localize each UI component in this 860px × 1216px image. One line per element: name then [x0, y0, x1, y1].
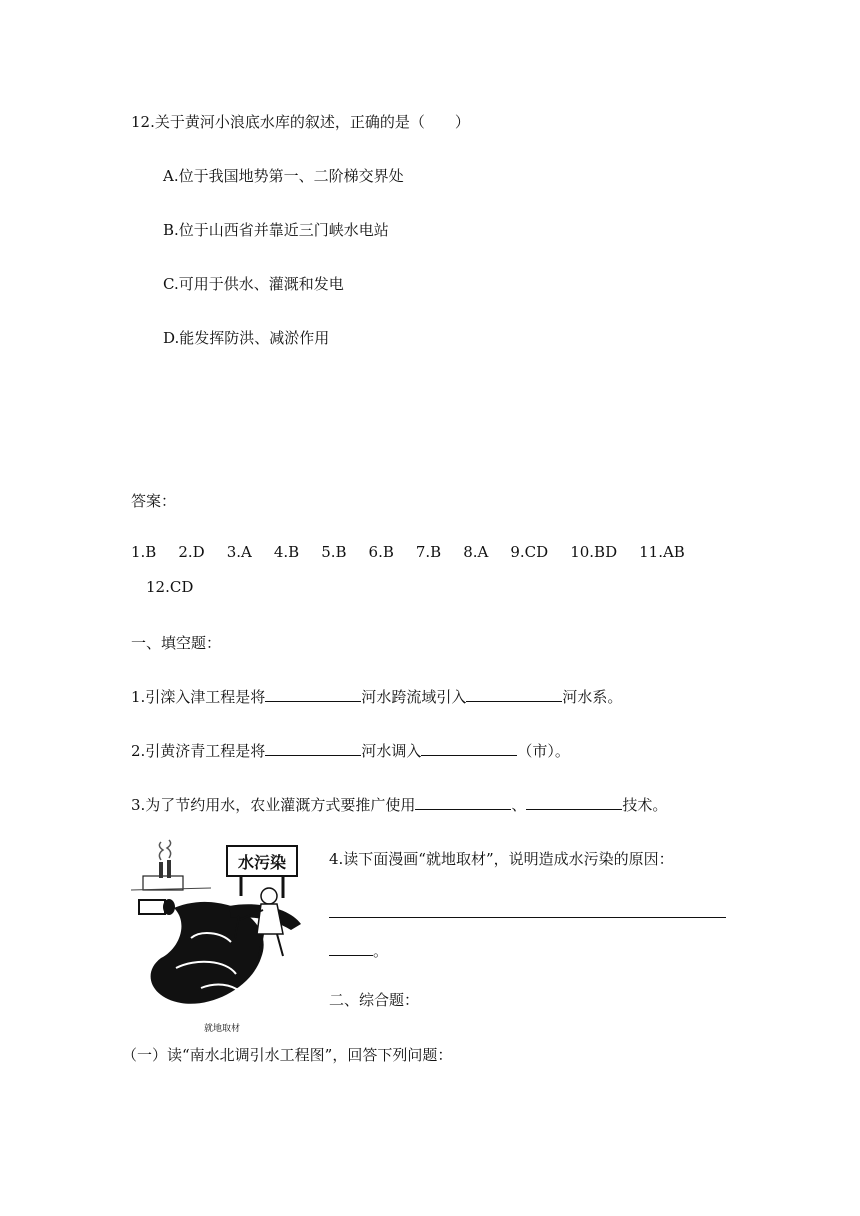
pollution-cartoon-image	[131, 838, 319, 1016]
answer-blank[interactable]	[329, 917, 726, 918]
answer-blank[interactable]	[265, 687, 361, 702]
fill-q2-text-c: （市）。	[517, 742, 570, 760]
comprehensive-question-1: （一）读“南水北调引水工程图”，回答下列问题：	[122, 1046, 453, 1064]
fill-in-heading: 一、填空题：	[131, 634, 222, 652]
option-a: A.位于我国地势第一、二阶梯交界处	[163, 167, 404, 185]
option-d: D.能发挥防洪、减淤作用	[163, 329, 330, 347]
answers-heading: 答案：	[131, 492, 177, 510]
answer-blank[interactable]	[421, 741, 517, 756]
answer-blank[interactable]	[526, 795, 622, 810]
fill-question-4-end	[329, 940, 388, 961]
question-12-title: 12.关于黄河小浪底水库的叙述，正确的是（ ）	[131, 113, 470, 131]
answer-item: 1.B	[131, 543, 157, 561]
fill-q3-text-c: 技术。	[622, 796, 668, 814]
answer-item: 4.B	[273, 543, 300, 561]
answer-blank[interactable]	[415, 795, 511, 810]
answer-item: 9.CD	[510, 543, 549, 561]
answer-item: 7.B	[415, 543, 442, 561]
answer-blank[interactable]	[329, 941, 373, 956]
comprehensive-heading: 二、综合题：	[329, 991, 420, 1009]
fill-question-3	[131, 794, 667, 815]
option-b: B.位于山西省并靠近三门峡水电站	[163, 221, 389, 239]
answer-blank[interactable]	[466, 687, 562, 702]
answer-item: 6.B	[368, 543, 394, 561]
answer-item: 2.D	[178, 543, 205, 561]
fill-question-4: 4.读下面漫画“就地取材”，说明造成水污染的原因：	[329, 850, 674, 868]
cartoon-caption: 就地取材	[204, 1024, 241, 1034]
fill-q1-text-b: 河水跨流域引入	[361, 688, 467, 706]
answer-item-last: 12.CD	[146, 578, 194, 596]
answer-item: 5.B	[321, 543, 347, 561]
option-c: C.可用于供水、灌溉和发电	[163, 275, 344, 293]
answer-item: 10.BD	[570, 543, 618, 561]
fill-q2-text-a: 2.引黄济青工程是将	[131, 742, 266, 760]
fill-q1-text-a: 1.引滦入津工程是将	[131, 688, 266, 706]
fill-q2-text-b: 河水调入	[361, 742, 422, 760]
fill-q1-text-c: 河水系。	[562, 688, 623, 706]
answer-blank[interactable]	[265, 741, 361, 756]
fill-q3-text-a: 3.为了节约用水，农业灌溉方式要推广使用	[131, 796, 416, 814]
fill-question-2	[131, 740, 570, 761]
answer-item: 11.AB	[639, 543, 685, 561]
fill-question-1	[131, 686, 622, 707]
answers-list	[131, 543, 707, 561]
answer-item: 8.A	[463, 543, 489, 561]
cartoon-sign-text: 水污染	[237, 853, 287, 872]
answer-item: 3.A	[226, 543, 252, 561]
fill-q4-period: 。	[373, 942, 389, 960]
fill-q3-text-b: 、	[511, 796, 527, 814]
